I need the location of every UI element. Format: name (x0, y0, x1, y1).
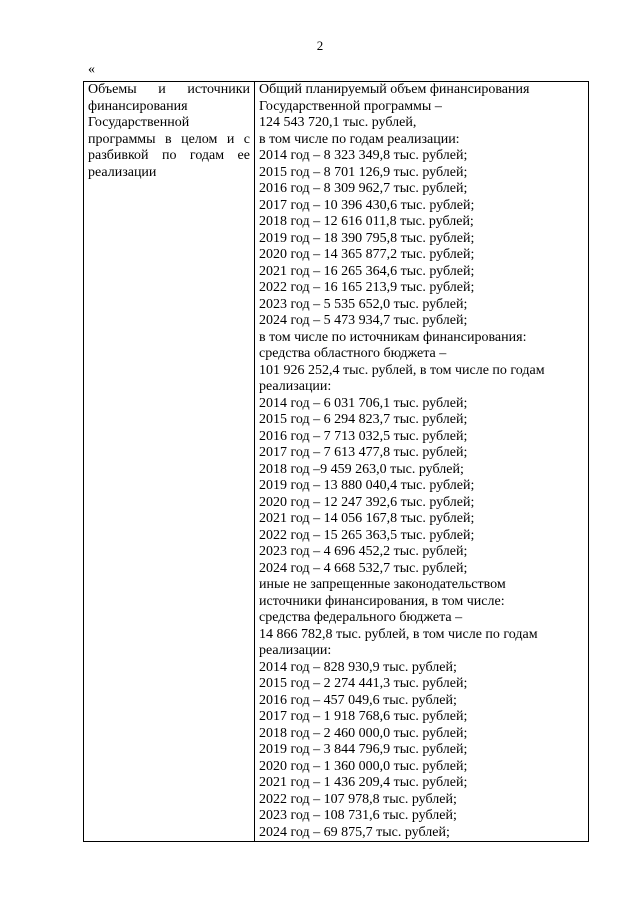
table-row (84, 82, 589, 842)
financing-line: Государственной программы – (259, 98, 442, 114)
financing-line: 2018 год – 2 460 000,0 тыс. рублей; (259, 725, 468, 741)
financing-line: 124 543 720,1 тыс. рублей, (259, 115, 417, 130)
financing-line: 2019 год – 18 390 795,8 тыс. рублей; (259, 230, 475, 246)
financing-line: реализации: (259, 379, 332, 394)
section-label-cell (84, 82, 255, 842)
financing-line: 2019 год – 3 844 796,9 тыс. рублей; (259, 742, 468, 757)
financing-line: в том числе по источникам финансирования: (259, 329, 527, 345)
section-label-line: реализации (88, 164, 157, 180)
financing-line: 2021 год – 14 056 167,8 тыс. рублей; (259, 511, 475, 526)
financing-line: 2016 год – 8 309 962,7 тыс. рублей; (259, 181, 468, 196)
financing-line: средства областного бюджета – (259, 346, 447, 361)
financing-line: 2021 год – 16 265 364,6 тыс. рублей; (259, 263, 475, 279)
financing-line: 2024 год – 69 875,7 тыс. рублей; (259, 824, 450, 840)
opening-quote-mark: « (88, 62, 95, 77)
section-label-line: Объемы и источники (88, 82, 250, 97)
financing-line: 2020 год – 12 247 392,6 тыс. рублей; (259, 494, 475, 510)
financing-line: 2014 год – 6 031 706,1 тыс. рублей; (259, 395, 468, 411)
financing-line: 2016 год – 457 049,6 тыс. рублей; (259, 692, 457, 708)
page-number: 2 (316, 38, 324, 53)
financing-line: 2018 год – 12 616 011,8 тыс. рублей; (259, 214, 474, 229)
financing-line: 101 926 252,4 тыс. рублей, в том числе по годам (259, 362, 545, 378)
financing-line: 2023 год – 4 696 452,2 тыс. рублей; (259, 544, 468, 559)
financing-line: 2017 год – 7 613 477,8 тыс. рублей; (259, 445, 468, 460)
financing-line: источники финансирования, в том числе: (259, 593, 505, 609)
financing-line: 2019 год – 13 880 040,4 тыс. рублей; (259, 478, 475, 493)
financing-line: 2015 год – 6 294 823,7 тыс. рублей; (259, 412, 468, 427)
financing-line: 2017 год – 1 918 768,6 тыс. рублей; (259, 709, 468, 724)
financing-line: 2018 год –9 459 263,0 тыс. рублей; (259, 461, 464, 477)
financing-line: 2022 год – 107 978,8 тыс. рублей; (259, 791, 457, 807)
financing-line: Общий планируемый объем финансирования (259, 82, 530, 97)
financing-line: 2015 год – 2 274 441,3 тыс. рублей; (259, 676, 468, 691)
financing-line: 2015 год – 8 701 126,9 тыс. рублей; (259, 164, 468, 180)
financing-line: 2023 год – 5 535 652,0 тыс. рублей; (259, 296, 468, 312)
financing-line: 14 866 782,8 тыс. рублей, в том числе по годам (259, 626, 538, 642)
financing-line: 2014 год – 8 323 349,8 тыс. рублей; (259, 148, 468, 163)
financing-line: в том числе по годам реализации: (259, 131, 460, 147)
financing-line: 2020 год – 14 365 877,2 тыс. рублей; (259, 247, 475, 262)
financing-line: 2021 год – 1 436 209,4 тыс. рублей; (259, 775, 468, 790)
financing-line: 2016 год – 7 713 032,5 тыс. рублей; (259, 428, 468, 444)
section-label-line: программы в целом и с (88, 131, 250, 147)
financing-line: 2024 год – 5 473 934,7 тыс. рублей; (259, 313, 468, 328)
financing-line: 2024 год – 4 668 532,7 тыс. рублей; (259, 560, 468, 576)
financing-line: 2022 год – 15 265 363,5 тыс. рублей; (259, 527, 475, 543)
section-label-line: Государственной (88, 115, 190, 130)
financing-line: 2020 год – 1 360 000,0 тыс. рублей; (259, 758, 468, 774)
financing-line: иные не запрещенные законодательством (259, 577, 506, 592)
financing-table (83, 81, 589, 842)
financing-line: 2023 год – 108 731,6 тыс. рублей; (259, 808, 457, 823)
financing-line: 2014 год – 828 930,9 тыс. рублей; (259, 659, 457, 675)
financing-line: 2017 год – 10 396 430,6 тыс. рублей; (259, 197, 475, 213)
financing-details-cell (255, 82, 589, 842)
financing-line: реализации: (259, 643, 332, 658)
section-label-line: финансирования (88, 98, 188, 114)
financing-line: средства федерального бюджета – (259, 610, 463, 625)
financing-line: 2022 год – 16 165 213,9 тыс. рублей; (259, 280, 475, 295)
section-label-line: разбивкой по годам ее (88, 148, 250, 163)
